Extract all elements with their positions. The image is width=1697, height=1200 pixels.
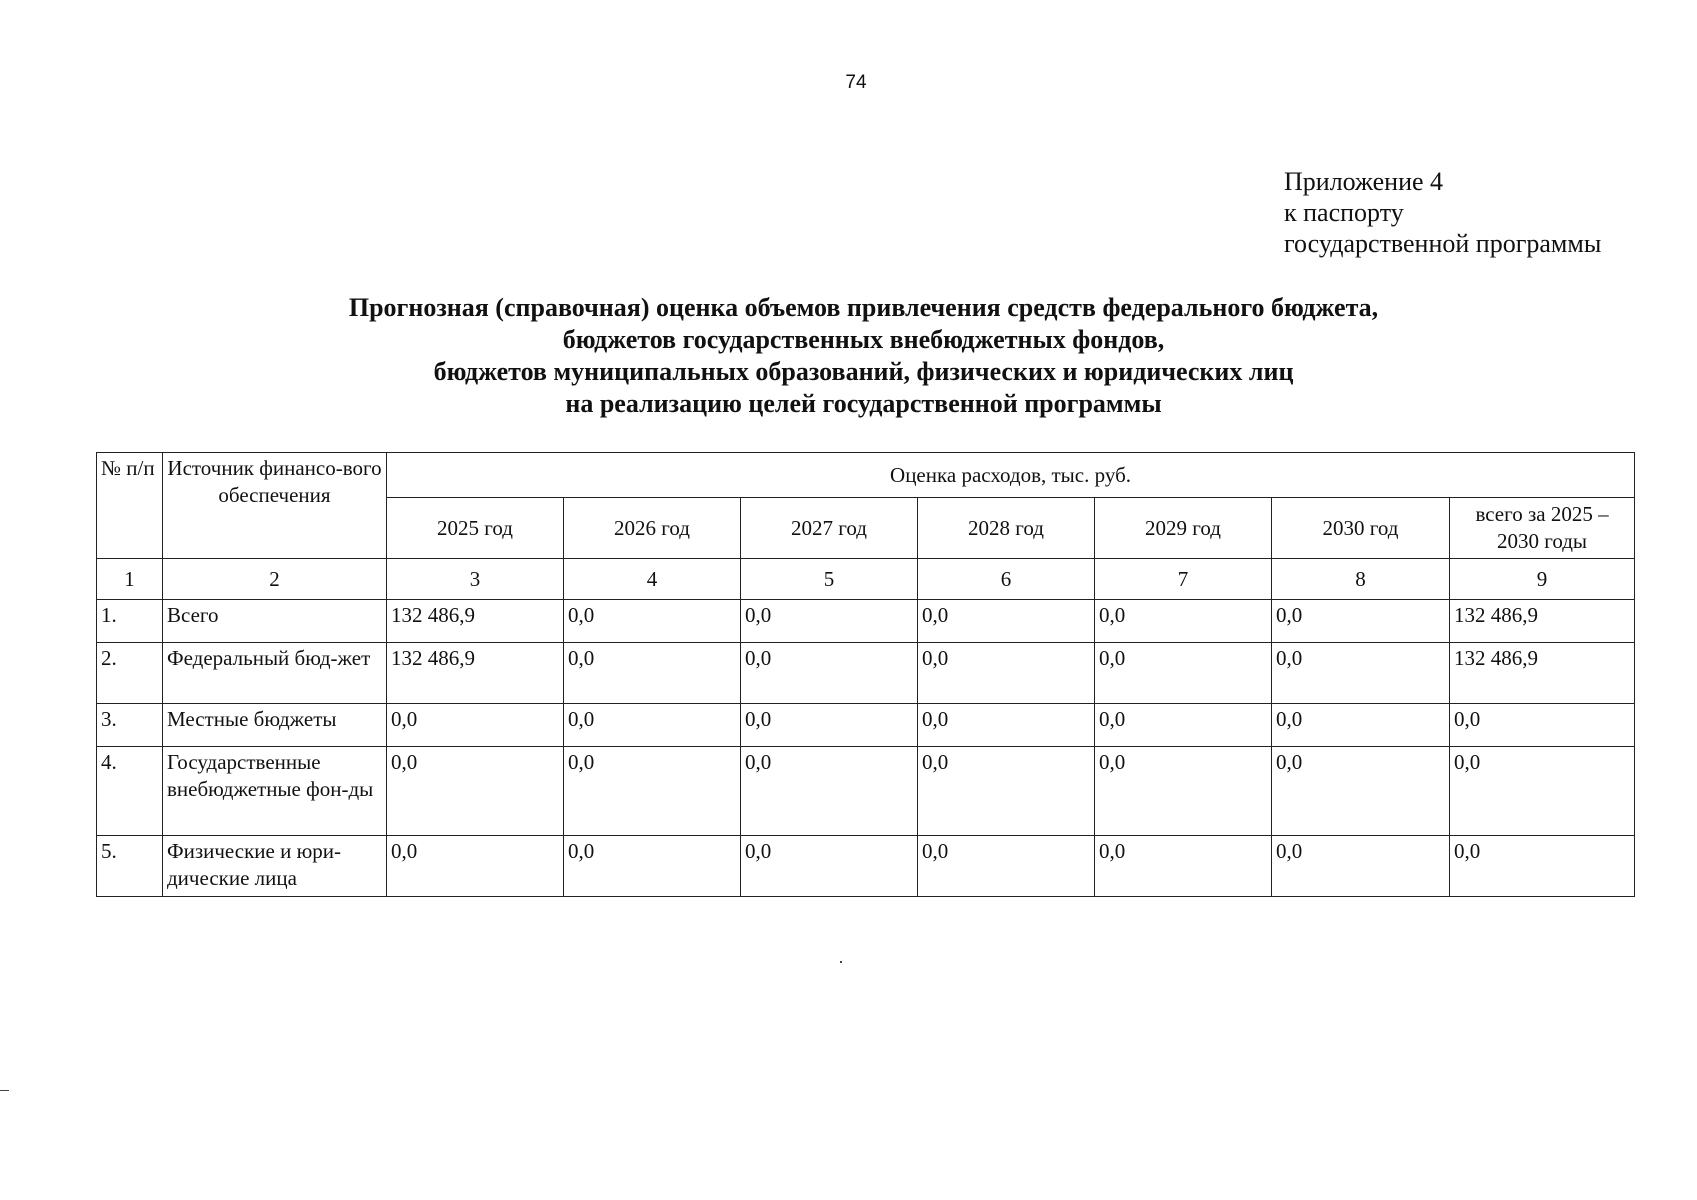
header-col-estimate: Оценка расходов, тыс. руб. xyxy=(387,453,1635,498)
row-value: 0,0 xyxy=(564,704,741,747)
row-value: 0,0 xyxy=(1095,747,1272,836)
table-row xyxy=(97,836,1635,897)
row-value: 0,0 xyxy=(1095,836,1272,897)
row-value: 0,0 xyxy=(1272,600,1450,643)
row-value: 0,0 xyxy=(918,704,1095,747)
scan-speck xyxy=(840,961,842,963)
table-row xyxy=(97,747,1635,836)
row-total: 0,0 xyxy=(1450,704,1635,747)
row-value: 0,0 xyxy=(1272,747,1450,836)
row-value: 0,0 xyxy=(1272,836,1450,897)
page-number: 74 xyxy=(845,72,867,93)
row-number: 2. xyxy=(97,643,163,704)
row-value: 0,0 xyxy=(918,600,1095,643)
column-number: 1 xyxy=(97,559,163,600)
scan-edge-mark xyxy=(0,1090,9,1091)
column-number: 6 xyxy=(918,559,1095,600)
column-number: 7 xyxy=(1095,559,1272,600)
row-value: 0,0 xyxy=(1095,704,1272,747)
header-year: 2026 год xyxy=(564,498,741,559)
header-col-num: № п/п xyxy=(97,453,163,559)
row-total: 132 486,9 xyxy=(1450,600,1635,643)
header-year: 2030 год xyxy=(1272,498,1450,559)
header-year: 2028 год xyxy=(918,498,1095,559)
header-year: 2025 год xyxy=(387,498,564,559)
row-value: 0,0 xyxy=(387,747,564,836)
appendix-line-1: Приложение 4 xyxy=(1284,167,1444,196)
row-value: 0,0 xyxy=(1272,704,1450,747)
table-row xyxy=(97,704,1635,747)
row-source: Федеральный бюд-жет xyxy=(163,643,387,704)
table-header-row xyxy=(97,453,1635,498)
table-row xyxy=(97,600,1635,643)
column-number: 3 xyxy=(387,559,564,600)
row-source: Государственные внебюджетные фон-ды xyxy=(163,747,387,836)
table-row xyxy=(97,643,1635,704)
row-value: 0,0 xyxy=(564,600,741,643)
row-value: 0,0 xyxy=(918,836,1095,897)
title-line-1: Прогнозная (справочная) оценка объемов привлечения средств федерального бюджета, xyxy=(348,293,1379,322)
row-value: 0,0 xyxy=(741,600,918,643)
row-value: 132 486,9 xyxy=(387,643,564,704)
row-number: 3. xyxy=(97,704,163,747)
column-number: 4 xyxy=(564,559,741,600)
row-value: 0,0 xyxy=(387,836,564,897)
row-value: 0,0 xyxy=(564,747,741,836)
row-value: 0,0 xyxy=(1272,643,1450,704)
row-source: Местные бюджеты xyxy=(163,704,387,747)
row-value: 0,0 xyxy=(741,643,918,704)
row-value: 0,0 xyxy=(1095,600,1272,643)
row-value: 132 486,9 xyxy=(387,600,564,643)
row-total: 0,0 xyxy=(1450,747,1635,836)
title-line-2: бюджетов государственных внебюджетных фондов, xyxy=(562,325,1165,354)
appendix-note xyxy=(1284,166,1601,259)
row-value: 0,0 xyxy=(564,643,741,704)
header-year: 2029 год xyxy=(1095,498,1272,559)
budget-table xyxy=(96,452,1635,897)
row-number: 4. xyxy=(97,747,163,836)
appendix-line-3: государственной программы xyxy=(1284,229,1602,258)
row-value: 0,0 xyxy=(741,704,918,747)
column-number: 8 xyxy=(1272,559,1450,600)
header-col-source: Источник финансо-вого обеспечения xyxy=(163,453,387,559)
header-year: 2027 год xyxy=(741,498,918,559)
column-number: 2 xyxy=(163,559,387,600)
row-value: 0,0 xyxy=(564,836,741,897)
row-value: 0,0 xyxy=(387,704,564,747)
row-value: 0,0 xyxy=(918,643,1095,704)
row-number: 1. xyxy=(97,600,163,643)
row-value: 0,0 xyxy=(741,836,918,897)
column-number: 5 xyxy=(741,559,918,600)
row-total: 0,0 xyxy=(1450,836,1635,897)
row-value: 0,0 xyxy=(918,747,1095,836)
row-source: Физические и юри-дические лица xyxy=(163,836,387,897)
title-line-3: бюджетов муниципальных образований, физических и юридических лиц xyxy=(433,357,1294,386)
row-total: 132 486,9 xyxy=(1450,643,1635,704)
row-source: Всего xyxy=(163,600,387,643)
document-title xyxy=(0,292,1697,420)
appendix-line-2: к паспорту xyxy=(1284,198,1404,227)
header-total: всего за 2025 – 2030 годы xyxy=(1450,498,1635,559)
column-number: 9 xyxy=(1450,559,1635,600)
title-line-4: на реализацию целей государственной программы xyxy=(565,389,1162,418)
row-value: 0,0 xyxy=(741,747,918,836)
row-value: 0,0 xyxy=(1095,643,1272,704)
column-number-row xyxy=(97,559,1635,600)
row-number: 5. xyxy=(97,836,163,897)
